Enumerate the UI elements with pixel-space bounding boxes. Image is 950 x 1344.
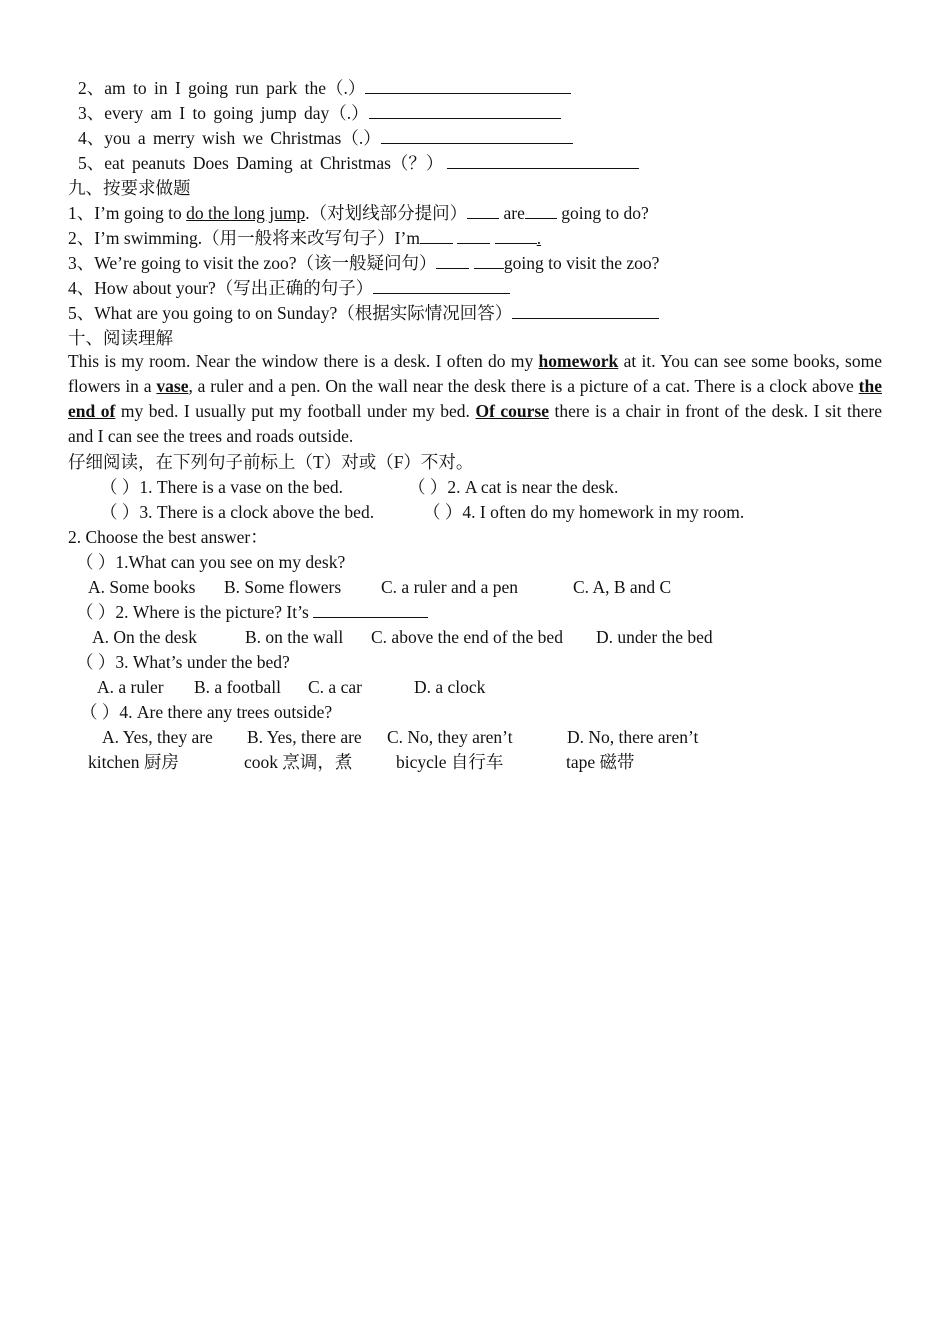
tf-statement-4: （ ）4. I often do my homework in my room. xyxy=(423,502,745,522)
transform-question-1: 1、I’m going to do the long jump.（对划线部分提问） are going to do? xyxy=(68,203,649,223)
mc-option-4a[interactable]: A. Yes, they are xyxy=(102,727,213,747)
answer-blank[interactable] xyxy=(365,77,571,94)
mc-option-3d[interactable]: D. a clock xyxy=(414,677,486,697)
reorder-question-5: 5、eat peanuts Does Daming at Christmas（？） xyxy=(78,151,639,175)
mc-option-3a[interactable]: A. a ruler xyxy=(97,677,164,697)
reorder-question-3: 3、every am I to going jump day（.） xyxy=(78,101,561,125)
answer-blank[interactable] xyxy=(457,227,490,244)
answer-blank[interactable] xyxy=(373,277,510,294)
mc-option-3b[interactable]: B. a football xyxy=(194,677,281,697)
vocab-cook: cook 烹调，煮 xyxy=(244,752,353,772)
answer-blank[interactable] xyxy=(474,252,504,269)
tf-statement-1: （ ）1. There is a vase on the bed. xyxy=(100,477,343,497)
answer-blank[interactable] xyxy=(525,202,557,219)
tf-statement-3: （ ）3. There is a clock above the bed. xyxy=(100,502,375,522)
keyword-the-end-of: the end of xyxy=(68,376,882,421)
section-9-heading: 九、按要求做题 xyxy=(68,178,191,198)
transform-question-2: 2、I’m swimming.（用一般将来改写句子）I’m . xyxy=(68,228,542,248)
mc-option-1c[interactable]: C. a ruler and a pen xyxy=(381,577,519,597)
transform-question-3: 3、We’re going to visit the zoo?（该一般疑问句） going to visit the zoo? xyxy=(68,253,660,273)
mc-option-2b[interactable]: B. on the wall xyxy=(245,627,344,647)
answer-blank[interactable] xyxy=(495,227,537,244)
answer-blank[interactable] xyxy=(512,302,659,319)
vocab-tape: tape 磁带 xyxy=(566,752,635,772)
underlined-phrase: do the long jump xyxy=(186,203,306,223)
keyword-of-course: Of course xyxy=(475,401,550,421)
true-false-instruction: 仔细阅读，在下列句子前标上（T）对或（F）不对。 xyxy=(68,452,474,472)
mc-question-4: （ ）4. Are there any trees outside? xyxy=(80,702,333,722)
answer-blank[interactable] xyxy=(369,102,561,119)
answer-blank[interactable] xyxy=(436,252,469,269)
reading-passage: This is my room. Near the window there is a desk. I often do my homework at it. You can see some books, some flowers in a vase, a ruler and a pen. On the wall near the desk there is a picture of a cat. There is a clock above the end of my bed. I usually put my football under my bed. Of course there is a chair in front of the desk. I sit there and I can see the trees and roads outside. xyxy=(68,351,883,446)
reorder-question-4: 4、you a merry wish we Christmas（.） xyxy=(78,126,573,150)
mc-option-4b[interactable]: B. Yes, there are xyxy=(247,727,362,747)
vocab-bicycle: bicycle 自行车 xyxy=(396,752,504,772)
mc-option-4c[interactable]: C. No, they aren’t xyxy=(387,727,513,747)
answer-blank[interactable] xyxy=(313,601,428,618)
keyword-homework: homework xyxy=(538,351,619,371)
mc-question-3: （ ）3. What’s under the bed? xyxy=(76,652,290,672)
mc-option-3c[interactable]: C. a car xyxy=(308,677,362,697)
transform-question-5: 5、What are you going to on Sunday?（根据实际情况回答） xyxy=(68,301,659,325)
mc-option-1a[interactable]: A. Some books xyxy=(88,577,196,597)
mc-question-2: （ ）2. Where is the picture? It’s xyxy=(76,600,428,624)
mc-option-2d[interactable]: D. under the bed xyxy=(596,627,713,647)
mc-option-2c[interactable]: C. above the end of the bed xyxy=(371,627,563,647)
mc-option-2a[interactable]: A. On the desk xyxy=(92,627,197,647)
answer-blank[interactable] xyxy=(420,227,453,244)
tf-statement-2: （ ）2. A cat is near the desk. xyxy=(408,477,619,497)
mc-option-4d[interactable]: D. No, there aren’t xyxy=(567,727,699,747)
mc-option-1b[interactable]: B. Some flowers xyxy=(224,577,342,597)
mc-option-1d[interactable]: C. A, B and C xyxy=(573,577,672,597)
vocab-kitchen: kitchen 厨房 xyxy=(88,752,179,772)
transform-question-4: 4、How about your?（写出正确的句子） xyxy=(68,276,510,300)
answer-blank[interactable] xyxy=(467,202,499,219)
answer-blank[interactable] xyxy=(381,127,573,144)
keyword-vase: vase xyxy=(156,376,189,396)
answer-blank[interactable] xyxy=(447,152,639,169)
reorder-question-2: 2、am to in I going run park the（.） xyxy=(78,76,571,100)
section-10-heading: 十、阅读理解 xyxy=(68,328,173,348)
multiple-choice-heading: 2. Choose the best answer： xyxy=(68,527,268,547)
mc-question-1: （ ）1.What can you see on my desk? xyxy=(76,552,346,572)
